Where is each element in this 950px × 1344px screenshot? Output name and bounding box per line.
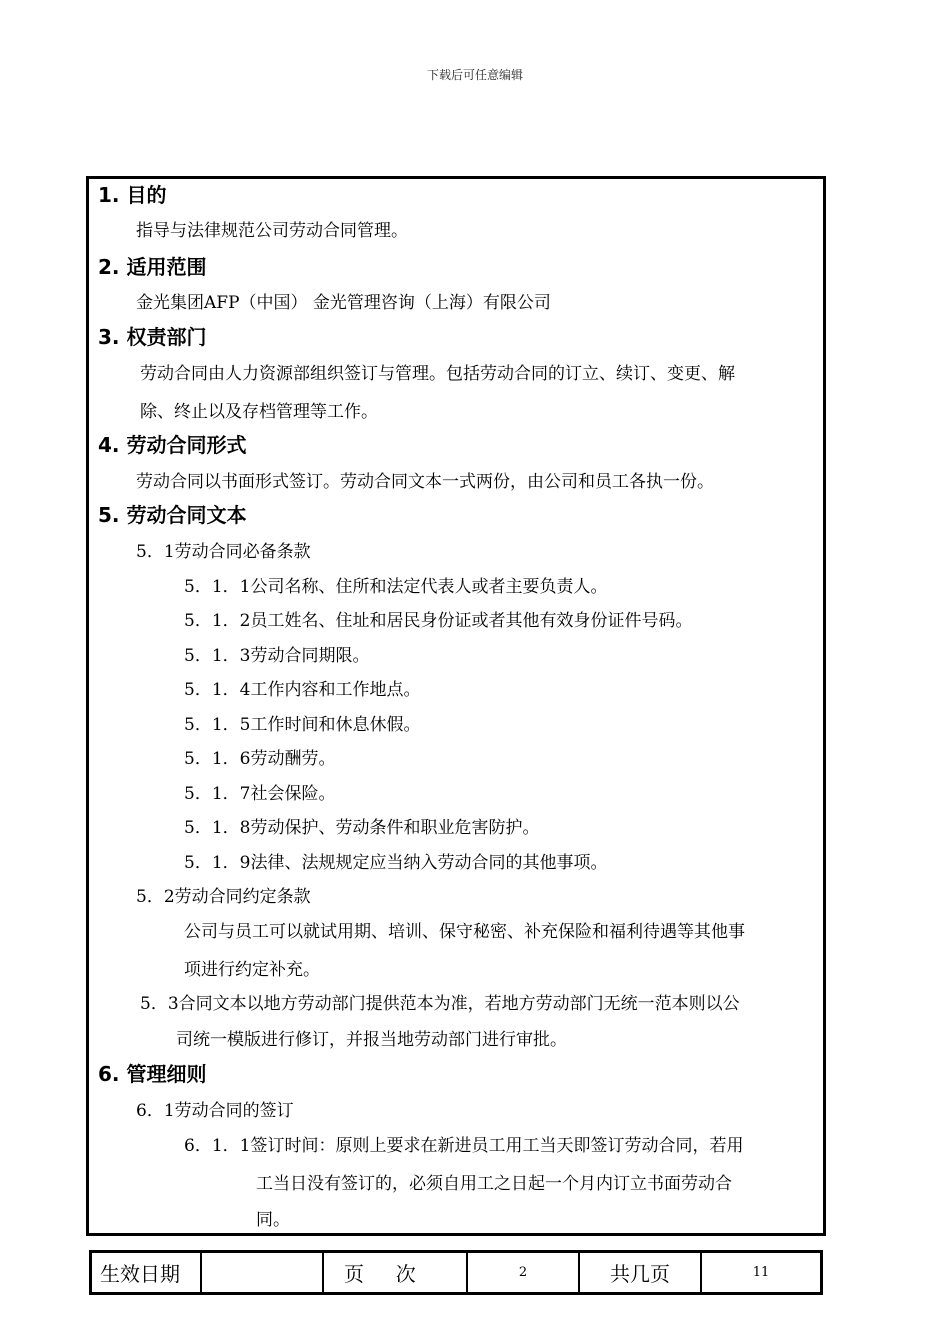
subsection-5-2-text-line-2: 项进行约定补充。 [184,960,320,980]
section-4-heading: 4. 劳动合同形式 [98,433,247,457]
list-item: 5．1．2员工姓名、住址和居民身份证或者其他有效身份证件号码。 [184,611,693,631]
list-item: 5．1．5工作时间和休息休假。 [184,715,421,735]
subsection-5-3-text-line-1: 5．3合同文本以地方劳动部门提供范本为准，若地方劳动部门无统一范本则以公 [140,994,740,1014]
footer-table [89,1250,823,1295]
subsection-6-1-1-text-line-1: 6．1．1签订时间：原则上要求在新进员工用工当天即签订劳动合同，若用 [184,1136,744,1156]
subsection-6-1: 6．1劳动合同的签订 [136,1101,294,1121]
total-pages-value: 11 [701,1252,822,1294]
section-2-heading: 2. 适用范围 [98,255,207,279]
content-box [86,176,826,1236]
section-5-heading: 5. 劳动合同文本 [98,503,247,527]
section-3-text-line-1: 劳动合同由人力资源部组织签订与管理。包括劳动合同的订立、续订、变更、解 [140,364,735,384]
subsection-5-3-text-line-2: 司统一模版进行修订，并报当地劳动部门进行审批。 [176,1030,567,1050]
effective-date-label: 生效日期 [91,1252,202,1294]
list-item: 5．1．3劳动合同期限。 [184,646,370,666]
list-item: 5．1．1公司名称、住所和法定代表人或者主要负责人。 [184,577,608,597]
page-value: 2 [467,1252,579,1294]
total-pages-label: 共几页 [579,1252,701,1294]
subsection-6-1-1-text-line-2: 工当日没有签订的，必须自用工之日起一个月内订立书面劳动合 [256,1174,732,1194]
section-3-heading: 3. 权责部门 [98,325,207,349]
section-1-text: 指导与法律规范公司劳动合同管理。 [136,221,408,241]
list-item: 5．1．4工作内容和工作地点。 [184,680,421,700]
section-3-text-line-2: 除、终止以及存档管理等工作。 [140,402,378,422]
page-label: 页 次 [323,1252,467,1294]
section-1-heading: 1. 目的 [98,183,167,207]
subsection-5-2-text-line-1: 公司与员工可以就试用期、培训、保守秘密、补充保险和福利待遇等其他事 [184,922,745,942]
subsection-5-1: 5．1劳动合同必备条款 [136,542,311,562]
list-item: 5．1．6劳动酬劳。 [184,749,336,769]
section-2-text: 金光集团AFP（中国） 金光管理咨询（上海）有限公司 [136,293,551,313]
list-item: 5．1．7社会保险。 [184,784,336,804]
list-item: 5．1．8劳动保护、劳动条件和职业危害防护。 [184,818,540,838]
section-4-text: 劳动合同以书面形式签订。劳动合同文本一式两份，由公司和员工各执一份。 [136,472,714,492]
effective-date-value [201,1252,323,1294]
header-note: 下载后可任意编辑 [426,68,523,82]
subsection-6-1-1-text-line-3: 同。 [256,1210,290,1230]
subsection-5-2: 5．2劳动合同约定条款 [136,887,311,907]
section-6-heading: 6. 管理细则 [98,1062,207,1086]
list-item: 5．1．9法律、法规规定应当纳入劳动合同的其他事项。 [184,853,608,873]
